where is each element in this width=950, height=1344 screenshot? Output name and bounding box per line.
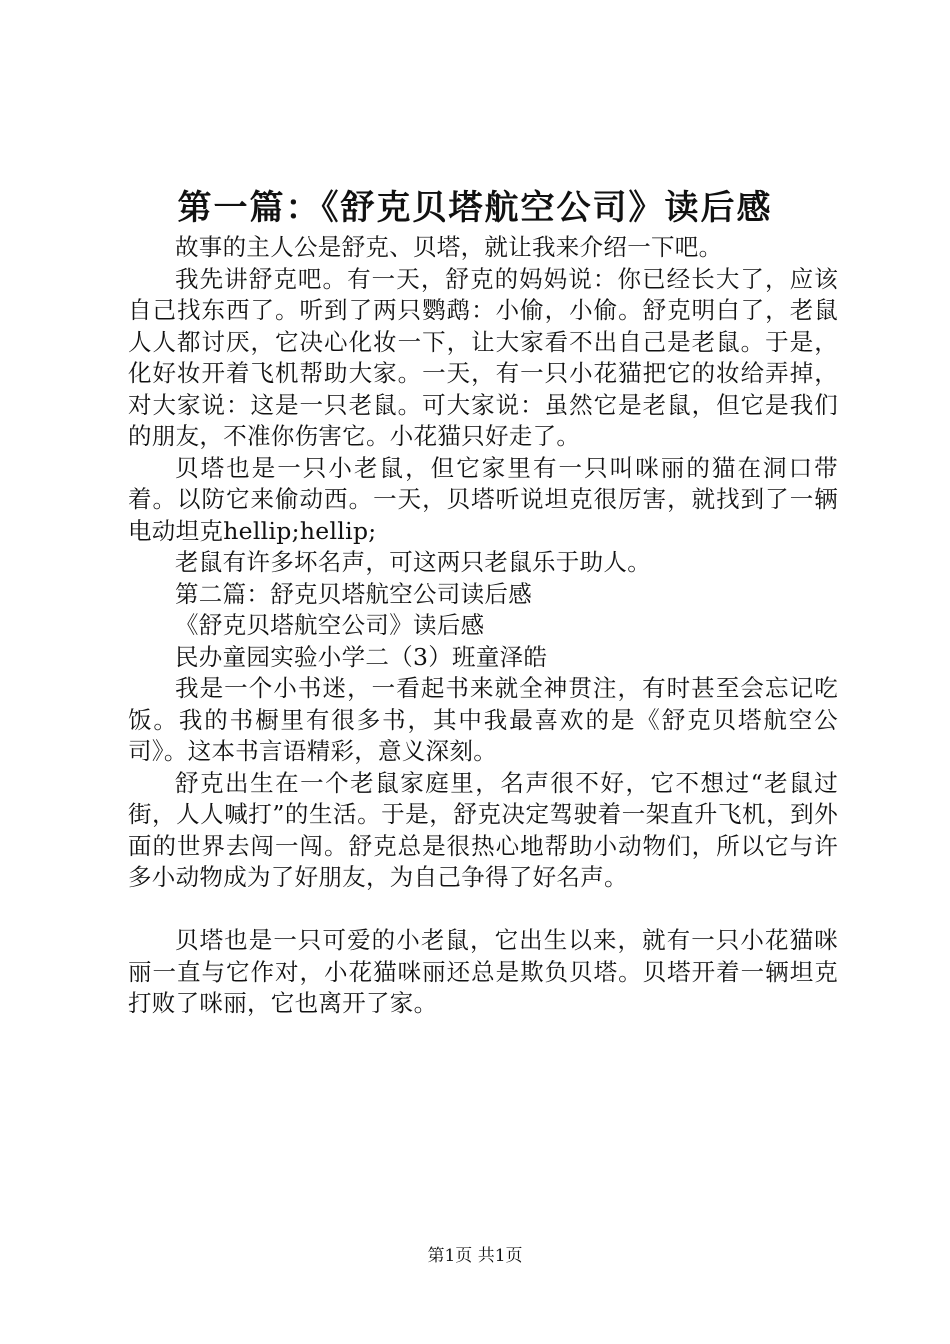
document-title: 第一篇：《舒克贝塔航空公司》读后感 (177, 188, 773, 228)
paragraph-summary: 老鼠有许多坏名声，可这两只老鼠乐于助人。 (175, 548, 651, 576)
paragraph-beita: 贝塔也是一只小老鼠，但它家里有一只叫咪丽的猫在洞口带着。以防它来偷动西。一天，贝塔听说坦克很厉害，就找到了一辆电动坦克hellip;hellip; (128, 453, 838, 545)
paragraph-intro: 故事的主人公是舒克、贝塔，就让我来介绍一下吧。 (175, 233, 723, 261)
paragraph-bookworm: 我是一个小书迷，一看起书来就全神贯注，有时甚至会忘记吃饭。我的书橱里有很多书，其中我最喜欢的是《舒克贝塔航空公司》。这本书言语精彩，意义深刻。 (128, 674, 838, 765)
section-heading-second: 第二篇：舒克贝塔航空公司读后感 (175, 579, 532, 608)
document-body (128, 232, 838, 1020)
paragraph-shuke-story: 舒克出生在一个老鼠家庭里，名声很不好，它不想过“老鼠过街，人人喊打”的生活。于是，舒克决定驾驶着一架直升飞机，到外面的世界去闯一闯。舒克总是很热心地帮助小动物们，所以它与许多小动物成为了好朋友，为自己争得了好名声。 (128, 768, 838, 891)
paragraph-beita-story: 贝塔也是一只可爱的小老鼠，它出生以来，就有一只小花猫咪丽一直与它作对，小花猫咪丽还总是欺负贝塔。贝塔开着一辆坦克打败了咪丽，它也离开了家。 (128, 926, 838, 1017)
blank-line (128, 894, 838, 926)
paragraph-shuke: 我先讲舒克吧。有一天，舒克的妈妈说：你已经长大了，应该自己找东西了。听到了两只鹦鹉：小偷，小偷。舒克明白了，老鼠人人都讨厌，它决心化妆一下，让大家看不出自己是老鼠。于是，化好妆开着飞机帮助大家。一天，有一只小花猫把它的妆给弄掉，对大家说：这是一只老鼠。可大家说：虽然它是老鼠，但它是我们的朋友，不准你伤害它。小花猫只好走了。 (128, 264, 838, 450)
section-subtitle: 《舒克贝塔航空公司》读后感 (175, 611, 485, 639)
page-number-footer: 第1页 共1页 (427, 1246, 523, 1266)
author-line: 民办童园实验小学二（3）班童泽皓 (175, 642, 548, 671)
